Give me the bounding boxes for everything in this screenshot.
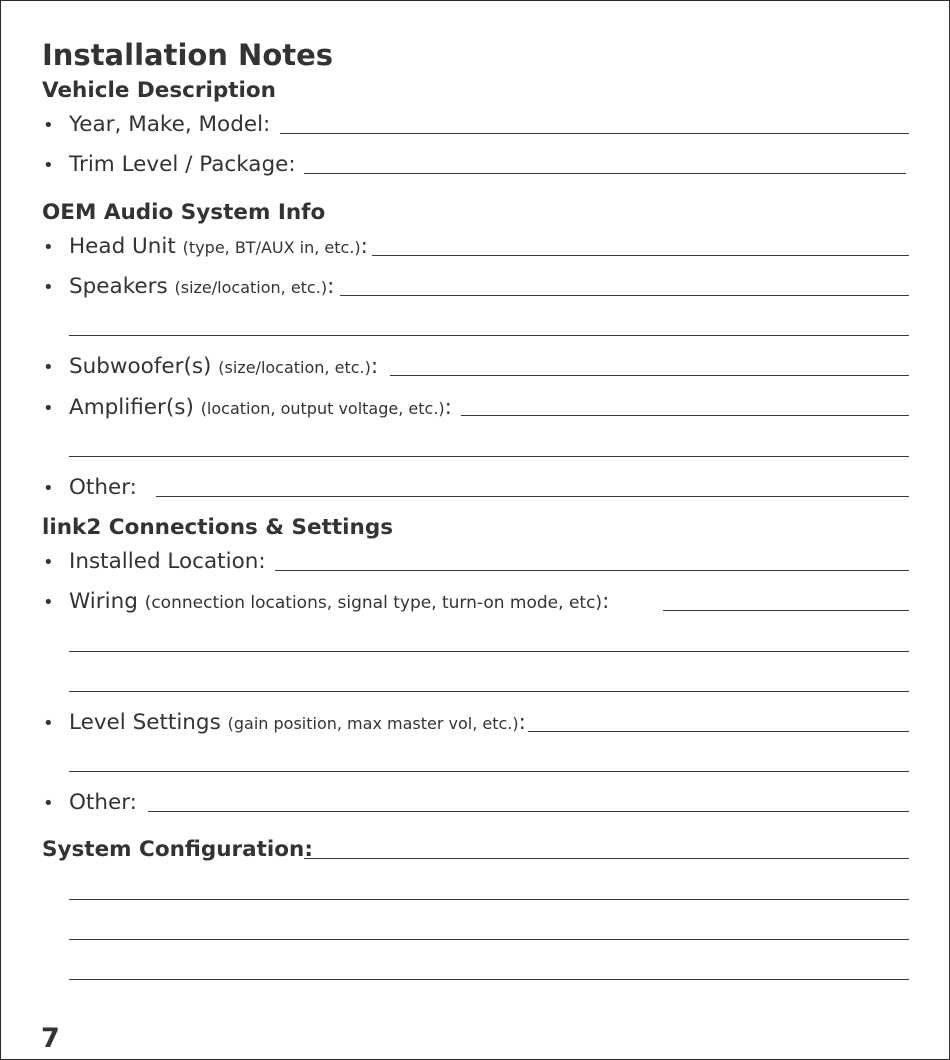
- speakers-hint: (size/location, etc.): [174, 278, 328, 297]
- link2-connections-heading: link2 Connections & Settings: [42, 515, 394, 540]
- wiring-write-line[interactable]: [663, 610, 909, 611]
- colon: :: [444, 395, 452, 420]
- system-configuration-write-line-2[interactable]: [69, 899, 909, 900]
- speakers-write-line[interactable]: [340, 295, 909, 296]
- bullet: •: [43, 713, 54, 734]
- colon: :: [602, 589, 610, 614]
- bullet: •: [43, 237, 54, 258]
- page-number: 7: [41, 1023, 60, 1054]
- level-settings-label: [69, 710, 526, 735]
- bullet: •: [43, 592, 54, 613]
- subwoofer-label: [69, 354, 378, 379]
- bullet: •: [43, 277, 54, 298]
- bullet: •: [43, 478, 54, 499]
- system-configuration-heading: System Configuration:: [42, 837, 313, 862]
- system-configuration-write-line-4[interactable]: [69, 979, 909, 980]
- level-settings-label-text: Level Settings: [69, 710, 221, 735]
- level-settings-write-line[interactable]: [528, 731, 909, 732]
- amplifier-hint: (location, output voltage, etc.): [200, 399, 445, 418]
- head-unit-label: [69, 234, 368, 259]
- trim-level-label: Trim Level / Package:: [69, 152, 296, 177]
- speakers-label: [69, 274, 334, 299]
- system-configuration-write-line[interactable]: [304, 858, 909, 859]
- year-make-model-write-line[interactable]: [280, 133, 909, 134]
- speakers-write-line-2[interactable]: [69, 335, 909, 336]
- level-settings-write-line-2[interactable]: [69, 771, 909, 772]
- bullet: •: [43, 155, 54, 176]
- amplifier-write-line[interactable]: [461, 415, 909, 416]
- installed-location-write-line[interactable]: [275, 570, 909, 571]
- bullet: •: [43, 398, 54, 419]
- bullet: •: [43, 552, 54, 573]
- wiring-label-text: Wiring: [69, 589, 138, 614]
- link2-other-write-line[interactable]: [148, 811, 909, 812]
- head-unit-write-line[interactable]: [372, 255, 909, 256]
- system-configuration-write-line-3[interactable]: [69, 939, 909, 940]
- bullet: •: [43, 793, 54, 814]
- subwoofer-hint: (size/location, etc.): [218, 358, 371, 377]
- wiring-hint: (connection locations, signal type, turn-on mode, etc): [144, 593, 603, 613]
- amplifier-label: [69, 395, 452, 420]
- link2-other-label: Other:: [69, 790, 137, 815]
- head-unit-label-text: Head Unit: [69, 234, 176, 259]
- trim-level-write-line[interactable]: [304, 173, 906, 174]
- amplifier-write-line-2[interactable]: [69, 456, 909, 457]
- colon: :: [370, 354, 379, 379]
- speakers-label-text: Speakers: [69, 274, 168, 299]
- colon: :: [327, 274, 335, 299]
- subwoofer-write-line[interactable]: [390, 375, 909, 376]
- page-title: Installation Notes: [42, 38, 334, 72]
- bullet: •: [43, 357, 54, 378]
- subwoofer-label-text: Subwoofer(s): [69, 354, 212, 379]
- colon: :: [360, 234, 368, 259]
- bullet: •: [43, 115, 54, 136]
- wiring-write-line-3[interactable]: [69, 691, 909, 692]
- wiring-write-line-2[interactable]: [69, 651, 909, 652]
- wiring-label: [69, 589, 609, 614]
- oem-other-write-line[interactable]: [156, 496, 909, 497]
- oem-audio-heading: OEM Audio System Info: [42, 200, 326, 225]
- amplifier-label-text: Amplifier(s): [69, 395, 194, 420]
- head-unit-hint: (type, BT/AUX in, etc.): [182, 238, 361, 257]
- colon: :: [518, 710, 526, 735]
- vehicle-description-heading: Vehicle Description: [42, 78, 276, 103]
- oem-other-label: Other:: [69, 475, 137, 500]
- level-settings-hint: (gain position, max master vol, etc.): [227, 714, 519, 733]
- year-make-model-label: Year, Make, Model:: [69, 112, 271, 137]
- installed-location-label: Installed Location:: [69, 549, 266, 574]
